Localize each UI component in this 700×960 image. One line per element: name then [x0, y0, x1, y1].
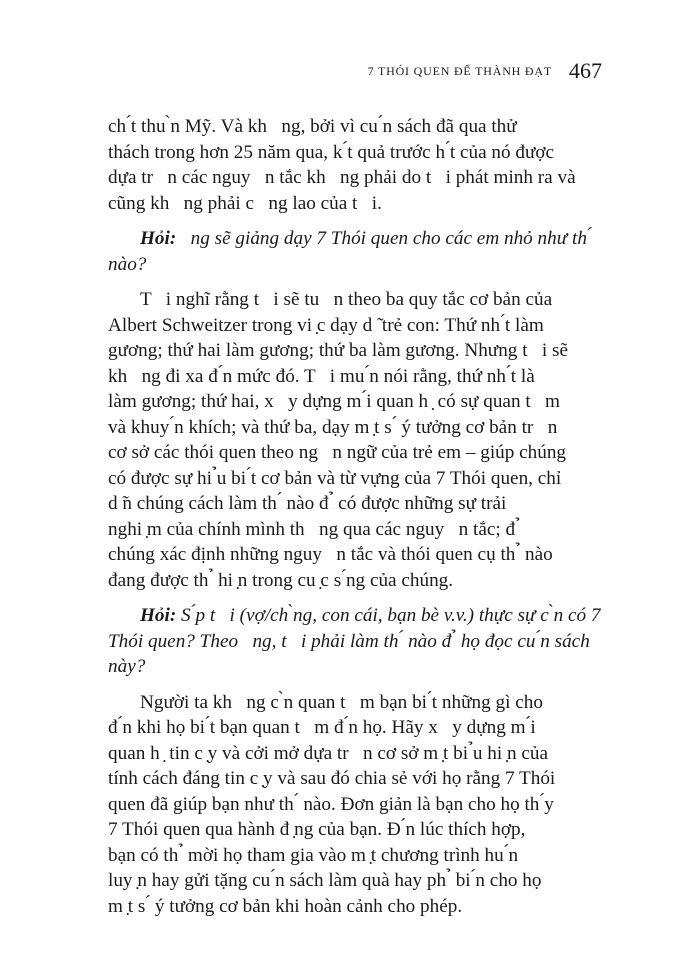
text-line: quen đã giúp bạn như th ́ nào. Đơn giản là bạn cho họ th ́y [108, 793, 554, 815]
question-text: S ́p t i (vợ/ch ̀ng, con cái, bạn bè v.v.) thực sự c ̀n có 7 [176, 605, 601, 626]
text-line: cơ sở các thói quen theo ng n ngữ của trẻ em – giúp chúng [108, 442, 567, 463]
text-line: m ̣t s ́ ý tưởng cơ bản khi hoàn cảnh cho phép. [108, 895, 463, 917]
text-line: đ ́n khi họ bi ́t bạn quan t m đ ́n họ. Hãy x y dựng m ́i [108, 717, 536, 738]
text-line: chúng xác định những nguy n tắc và thói quen cụ th ̉ nào [108, 544, 553, 565]
question-2 [108, 603, 601, 680]
text-line: nào? [108, 253, 147, 275]
question-text: ng sẽ giảng dạy 7 Thói quen cho các em nhỏ như th ́ [176, 228, 592, 249]
text-line: ch ́t thu ̀n Mỹ. Và kh ng, bởi vì cu ́n sách đã qua thử [108, 116, 517, 137]
text-line [108, 603, 601, 629]
paragraph-3 [108, 690, 590, 920]
question-1 [108, 226, 590, 277]
text-line: luy ̣n hay gửi tặng cu ́n sách làm quà hay ph ̉ bi ́n cho họ [108, 870, 542, 891]
paragraph-2 [108, 287, 590, 593]
text-line: thách trong hơn 25 năm qua, k ́t quả trước h ́t của nó được [108, 141, 555, 163]
text-line: d ̃n chúng cách làm th ́ nào đ ̉ có được những sự trải [108, 493, 507, 514]
page-number: 467 [569, 58, 602, 83]
text-line: bạn có th ̉ mời họ tham gia vào m ̣t chương trình hu ́n [108, 844, 519, 866]
text-line: này? [108, 656, 146, 677]
text-line: làm gương; thứ hai, x y dựng m ́i quan h ̣ có sự quan t m [108, 391, 560, 412]
running-head-title: 7 THÓI QUEN ĐỂ THÀNH ĐẠT [367, 64, 552, 78]
question-label: Hỏi: [140, 605, 177, 626]
text-line: có được sự hi ̉u bi ́t cơ bản và từ vựng của 7 Thói quen, chỉ [108, 467, 562, 489]
text-line: đang được th ̉ hi ̣n trong cu ̣c s ́ng của chúng. [108, 569, 454, 591]
paragraph-1 [108, 114, 590, 216]
text-line: 7 Thói quen qua hành đ ̣ng của bạn. Đ ́n lúc thích hợp, [108, 819, 526, 840]
text-line: gương; thứ hai làm gương; thứ ba làm gương. Nhưng t i sẽ [108, 340, 569, 361]
text-line: dựa tr n các nguy n tắc kh ng phải do t i phát minh ra và [108, 167, 576, 188]
text-line: Albert Schweitzer trong vi ̣c dạy d ̃ trẻ con: Thứ nh ́t làm [108, 314, 544, 336]
page-body [108, 114, 601, 919]
text-line: Người ta kh ng c ̀n quan t m bạn bi ́t những gì cho [140, 691, 543, 713]
text-line: tính cách đáng tin c ̣y và sau đó chia sẻ với họ rằng 7 Thói [108, 768, 556, 789]
text-line [108, 226, 590, 252]
text-line: cũng kh ng phải c ng lao của t i. [108, 192, 382, 214]
question-label: Hỏi: [140, 228, 177, 249]
text-line: Thói quen? Theo ng, t i phải làm th ́ nào đ ̉ họ đọc cu ́n sách [108, 630, 590, 652]
text-line: quan h ̣ tin c ̣y và cởi mở dựa tr n cơ sở m ̣t bi ̉u hi ̣n của [108, 742, 548, 764]
text-line: nghi ̣m của chính mình th ng qua các nguy n tắc; đ ̉ [108, 518, 520, 540]
text-line: kh ng đi xa đ ́n mức đó. T i mu ́n nói rằng, thứ nh ́t là [108, 365, 535, 387]
text-line: T i nghĩ rằng t i sẽ tu n theo ba quy tắc cơ bản của [140, 289, 553, 310]
text-line: và khuy ́n khích; và thứ ba, dạy m ̣t s ́ ý tưởng cơ bản tr n [108, 416, 558, 438]
